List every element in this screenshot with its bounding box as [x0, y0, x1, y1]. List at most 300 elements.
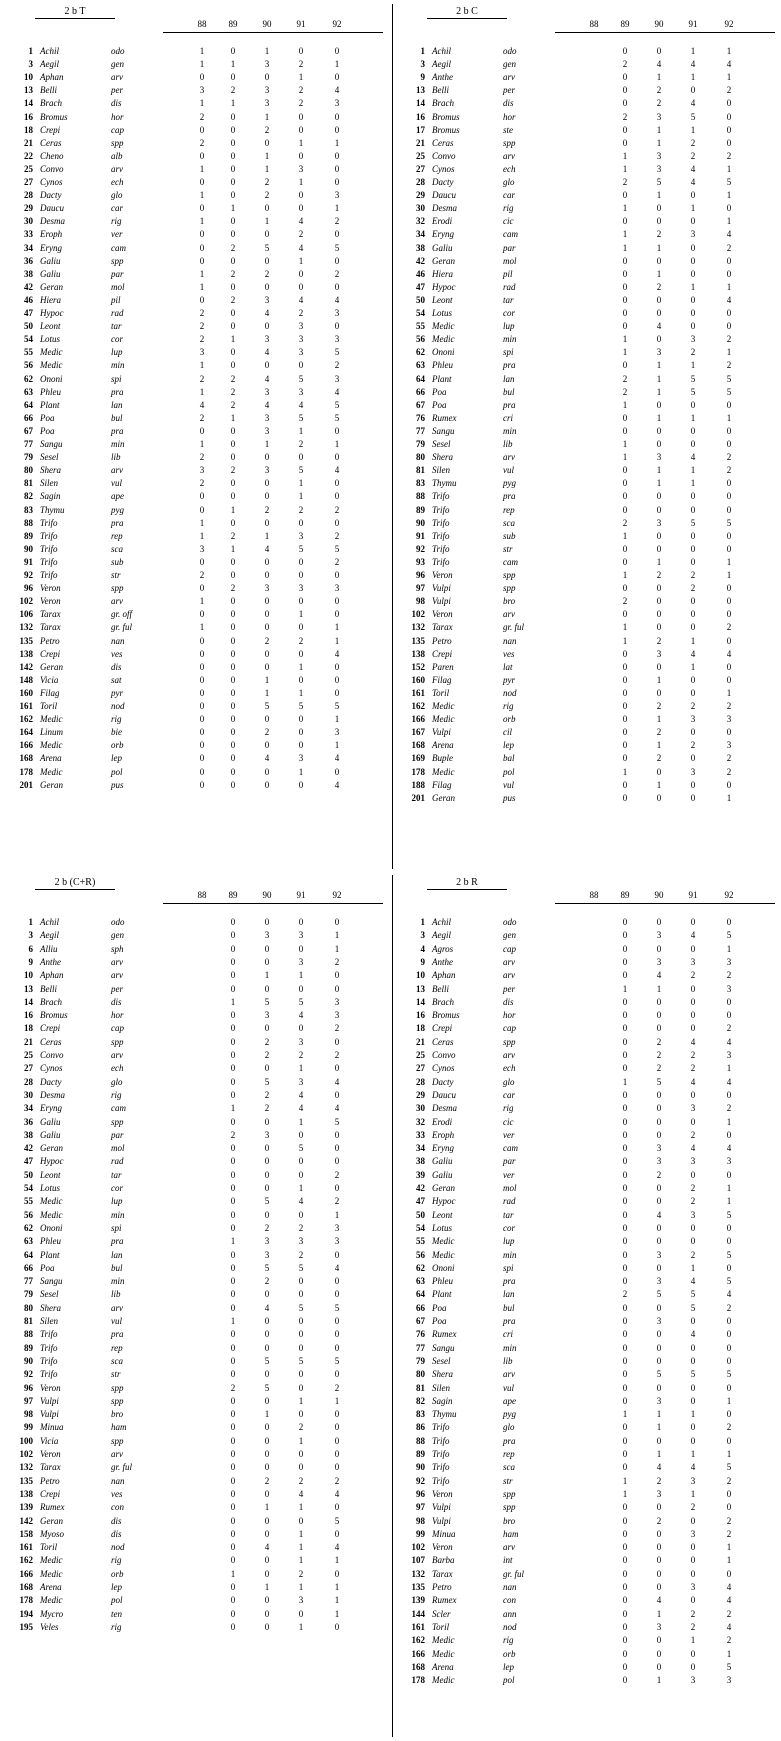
cover-value: 0 [230, 1488, 236, 1499]
genus-abbrev: Sagin [432, 1395, 453, 1406]
cover-value: 5 [264, 996, 270, 1007]
cover-value: 1 [334, 1395, 340, 1406]
species-abbrev: spp [111, 1382, 124, 1393]
cover-value: 0 [622, 1515, 628, 1526]
cover-value: 0 [656, 203, 662, 214]
species-number: 92 [416, 543, 425, 554]
species-number: 66 [24, 412, 33, 423]
cover-value: 3 [656, 347, 662, 358]
species-abbrev: spp [503, 1488, 516, 1499]
cover-value: 0 [726, 1169, 732, 1180]
species-number: 82 [416, 1395, 425, 1406]
genus-abbrev: Brach [40, 996, 62, 1007]
table-row [397, 957, 777, 970]
table-row [397, 596, 777, 609]
cover-value: 3 [656, 1395, 662, 1406]
cover-value: 2 [726, 622, 732, 633]
species-number: 54 [24, 1183, 33, 1193]
cover-value: 1 [230, 1568, 236, 1579]
genus-abbrev: Daucu [432, 190, 456, 201]
cover-value: 0 [334, 1528, 340, 1539]
panel-title: 2 b R [427, 877, 507, 890]
cover-value: 5 [726, 1661, 732, 1672]
species-abbrev: rep [111, 1342, 123, 1353]
year-header [163, 890, 383, 904]
cover-value: 3 [298, 334, 304, 345]
cover-value: 2 [622, 1289, 628, 1300]
genus-abbrev: Petro [40, 635, 60, 646]
cover-value: 0 [656, 596, 662, 607]
cover-value: 4 [726, 1621, 732, 1632]
species-number: 3 [28, 930, 33, 941]
table-row [5, 1289, 385, 1302]
cover-value: 1 [726, 412, 732, 423]
genus-abbrev: Sangu [40, 1276, 63, 1287]
species-abbrev: min [503, 425, 517, 436]
genus-abbrev: Sangu [40, 439, 63, 449]
cover-value: 1 [690, 412, 696, 423]
cover-value: 2 [690, 150, 696, 161]
species-number: 102 [411, 1542, 425, 1553]
genus-abbrev: Silen [40, 478, 58, 489]
cover-value: 1 [726, 792, 732, 803]
cover-value: 0 [334, 661, 340, 672]
species-number: 98 [24, 1409, 33, 1420]
cover-value: 0 [656, 1196, 662, 1207]
panel-title: 2 b C [427, 6, 507, 19]
species-number: 90 [416, 517, 425, 528]
species-number: 67 [416, 1316, 425, 1326]
table-row [5, 1130, 385, 1143]
cover-value: 1 [199, 268, 205, 279]
cover-value: 3 [298, 753, 304, 764]
table-row [397, 491, 777, 504]
species-number: 148 [19, 674, 33, 685]
cover-value: 2 [230, 386, 236, 397]
table-row [5, 930, 385, 943]
cover-value: 0 [690, 1661, 696, 1672]
table-row [5, 1156, 385, 1169]
table-row [397, 1635, 777, 1648]
table-row [5, 426, 385, 439]
cover-value: 0 [656, 491, 662, 502]
cover-value: 0 [726, 1488, 732, 1499]
species-number: 25 [416, 1050, 425, 1060]
genus-abbrev: Minua [432, 1528, 456, 1539]
species-number: 14 [416, 98, 425, 109]
cover-value: 0 [264, 491, 270, 502]
cover-value: 0 [656, 308, 662, 318]
cover-value: 0 [622, 1222, 628, 1233]
cover-value: 5 [726, 1209, 732, 1220]
table-row [397, 1023, 777, 1036]
species-abbrev: gr. ful [111, 1462, 133, 1473]
cover-value: 1 [230, 1316, 236, 1326]
table-row [5, 1103, 385, 1116]
cover-value: 1 [230, 98, 236, 109]
cover-value: 1 [656, 137, 662, 148]
genus-abbrev: Dacty [432, 1076, 454, 1087]
cover-value: 0 [622, 1010, 628, 1021]
cover-value: 1 [656, 190, 662, 201]
cover-value: 0 [622, 465, 628, 476]
table-row [397, 727, 777, 740]
cover-value: 1 [298, 766, 304, 777]
genus-abbrev: Geran [40, 1143, 63, 1154]
species-abbrev: arv [503, 956, 515, 967]
table-row [397, 1582, 777, 1595]
cover-value: 0 [230, 1222, 236, 1233]
cover-value: 1 [726, 943, 732, 954]
cover-value: 2 [334, 1023, 340, 1034]
species-abbrev: glo [503, 1076, 515, 1087]
table-row [397, 609, 777, 622]
table-row [5, 1210, 385, 1223]
cover-value: 1 [656, 1608, 662, 1619]
cover-value: 0 [230, 983, 236, 994]
species-number: 168 [411, 1661, 425, 1672]
table-row [397, 98, 777, 111]
cover-value: 0 [622, 1209, 628, 1220]
species-abbrev: min [503, 1249, 517, 1260]
cover-value: 0 [334, 983, 340, 994]
cover-value: 2 [298, 1475, 304, 1486]
cover-value: 0 [622, 1316, 628, 1326]
species-number: 164 [19, 727, 33, 738]
table-row [5, 767, 385, 780]
genus-abbrev: Medic [432, 701, 455, 711]
cover-value: 1 [622, 635, 628, 646]
genus-abbrev: Belli [40, 85, 57, 96]
table-row [5, 1010, 385, 1023]
species-number: 47 [24, 308, 33, 318]
genus-abbrev: Filag [432, 779, 452, 790]
table-row [397, 256, 777, 269]
species-abbrev: cor [503, 308, 515, 318]
cover-value: 4 [334, 1103, 340, 1114]
cover-value: 1 [690, 124, 696, 135]
table-row [397, 1329, 777, 1342]
cover-value: 0 [199, 294, 205, 305]
genus-abbrev: Hypoc [432, 1196, 456, 1207]
table-row [5, 1170, 385, 1183]
genus-abbrev: Toril [40, 1542, 58, 1553]
cover-value: 5 [334, 701, 340, 711]
species-number: 21 [416, 137, 425, 148]
cover-value: 0 [334, 1369, 340, 1380]
genus-abbrev: Arena [40, 1582, 62, 1592]
genus-abbrev: Veles [40, 1621, 59, 1632]
table-row [397, 970, 777, 983]
species-abbrev: rad [503, 281, 516, 292]
cover-value: 0 [230, 491, 236, 502]
cover-value: 0 [230, 753, 236, 764]
species-abbrev: vul [503, 779, 514, 790]
cover-value: 0 [690, 727, 696, 738]
table-row [5, 1183, 385, 1196]
species-number: 39 [416, 1169, 425, 1180]
cover-value: 0 [656, 1183, 662, 1193]
table-row [5, 531, 385, 544]
cover-value: 0 [726, 504, 732, 515]
cover-value: 5 [298, 465, 304, 476]
cover-value: 1 [726, 1116, 732, 1127]
cover-value: 1 [298, 137, 304, 148]
genus-abbrev: Shera [432, 1369, 453, 1380]
cover-value: 0 [690, 439, 696, 449]
species-number: 56 [416, 334, 425, 345]
genus-abbrev: Vicia [40, 1435, 59, 1446]
genus-abbrev: Crepi [40, 1488, 61, 1499]
table-row [397, 164, 777, 177]
species-number: 79 [416, 439, 425, 449]
table-row [397, 662, 777, 675]
species-abbrev: arv [503, 150, 515, 161]
species-number: 33 [24, 229, 33, 240]
genus-abbrev: Cynos [40, 177, 63, 187]
cover-value: 0 [298, 111, 304, 122]
species-abbrev: dis [503, 98, 514, 109]
species-number: 102 [19, 1449, 33, 1459]
cover-value: 0 [656, 661, 662, 672]
cover-value: 0 [298, 674, 304, 685]
year-label: 92 [332, 19, 342, 29]
table-row [5, 360, 385, 373]
table-row [397, 1436, 777, 1449]
table-row [397, 984, 777, 997]
genus-abbrev: Crepi [40, 124, 61, 135]
species-number: 99 [416, 1528, 425, 1539]
cover-value: 0 [230, 1169, 236, 1180]
cover-value: 1 [298, 255, 304, 266]
cover-value: 0 [230, 596, 236, 607]
species-number: 76 [416, 1329, 425, 1340]
cover-value: 4 [264, 347, 270, 358]
species-abbrev: ech [111, 177, 124, 187]
cover-value: 0 [199, 740, 205, 751]
species-number: 55 [24, 347, 33, 358]
table-row [397, 1609, 777, 1622]
table-panel [397, 877, 777, 1737]
species-number: 42 [416, 255, 425, 266]
cover-value: 1 [334, 943, 340, 954]
species-number: 139 [19, 1502, 33, 1513]
cover-value: 1 [726, 570, 732, 580]
cover-value: 3 [690, 956, 696, 967]
cover-value: 3 [264, 1129, 270, 1140]
genus-abbrev: Eroph [432, 1129, 455, 1140]
table-row [397, 216, 777, 229]
cover-value: 3 [656, 1143, 662, 1154]
cover-value: 1 [690, 1449, 696, 1459]
cover-value: 0 [622, 1129, 628, 1140]
genus-abbrev: Thymu [40, 504, 65, 515]
genus-abbrev: Medic [40, 360, 63, 371]
cover-value: 0 [298, 1276, 304, 1287]
cover-value: 0 [726, 674, 732, 685]
species-number: 10 [24, 970, 33, 981]
cover-value: 4 [334, 1542, 340, 1553]
genus-abbrev: Silen [432, 1382, 450, 1393]
table-row [5, 780, 385, 793]
cover-value: 1 [199, 517, 205, 528]
genus-abbrev: Ononi [432, 1262, 455, 1273]
cover-value: 0 [334, 321, 340, 332]
genus-abbrev: Barba [432, 1555, 455, 1566]
cover-value: 5 [726, 930, 732, 941]
species-number: 9 [420, 72, 425, 83]
species-abbrev: cic [503, 216, 514, 227]
table-row [5, 1143, 385, 1156]
cover-value: 0 [726, 1382, 732, 1393]
cover-value: 0 [230, 609, 236, 620]
cover-value: 1 [726, 1183, 732, 1193]
species-abbrev: par [111, 1129, 124, 1140]
cover-value: 5 [334, 1355, 340, 1366]
cover-value: 5 [690, 373, 696, 384]
cover-value: 4 [726, 1143, 732, 1154]
genus-abbrev: Galiu [40, 255, 61, 266]
cover-value: 0 [334, 1036, 340, 1047]
cover-value: 0 [656, 1382, 662, 1393]
cover-value: 0 [334, 1329, 340, 1340]
table-row [397, 72, 777, 85]
cover-value: 0 [298, 917, 304, 927]
cover-value: 0 [690, 674, 696, 685]
cover-value: 0 [298, 779, 304, 790]
cover-value: 2 [334, 1382, 340, 1393]
species-abbrev: arv [503, 452, 515, 463]
cover-value: 1 [656, 465, 662, 476]
cover-value: 0 [334, 1289, 340, 1300]
cover-value: 0 [726, 137, 732, 148]
cover-value: 0 [622, 714, 628, 725]
cover-value: 4 [298, 1010, 304, 1021]
genus-abbrev: Toril [432, 687, 450, 698]
cover-value: 0 [622, 727, 628, 738]
genus-abbrev: Vicia [40, 674, 59, 685]
cover-value: 5 [264, 1262, 270, 1273]
species-number: 66 [416, 386, 425, 397]
table-row [5, 1090, 385, 1103]
table-row [397, 997, 777, 1010]
cover-value: 2 [726, 242, 732, 253]
cover-value: 0 [726, 530, 732, 541]
species-number: 62 [24, 373, 33, 384]
table-row [397, 649, 777, 662]
cover-value: 0 [199, 229, 205, 240]
species-number: 63 [24, 386, 33, 397]
cover-value: 0 [230, 766, 236, 777]
table-row [5, 282, 385, 295]
cover-value: 2 [726, 766, 732, 777]
species-abbrev: cam [503, 556, 518, 567]
species-abbrev: pra [503, 399, 516, 410]
cover-value: 0 [622, 308, 628, 318]
species-abbrev: sca [111, 1355, 123, 1366]
cover-value: 0 [334, 163, 340, 174]
table-row [397, 675, 777, 688]
species-abbrev: nod [503, 687, 517, 698]
cover-value: 1 [298, 478, 304, 489]
cover-value: 0 [334, 478, 340, 489]
cover-value: 2 [690, 701, 696, 711]
cover-value: 2 [690, 740, 696, 751]
cover-value: 0 [726, 478, 732, 489]
species-abbrev: min [111, 1276, 125, 1287]
cover-value: 2 [298, 1249, 304, 1260]
cover-value: 4 [298, 1488, 304, 1499]
genus-abbrev: Aphan [432, 970, 456, 981]
year-label: 91 [296, 890, 306, 900]
cover-value: 1 [298, 609, 304, 620]
cover-value: 0 [199, 635, 205, 646]
cover-value: 2 [199, 321, 205, 332]
species-number: 96 [416, 1488, 425, 1499]
cover-value: 3 [726, 714, 732, 725]
cover-value: 5 [656, 1369, 662, 1380]
species-abbrev: nod [111, 701, 125, 711]
cover-value: 0 [622, 98, 628, 109]
cover-value: 0 [298, 1023, 304, 1034]
table-row [397, 177, 777, 190]
table-row [397, 138, 777, 151]
genus-abbrev: Aphan [40, 72, 64, 83]
species-abbrev: nan [111, 1475, 125, 1486]
table-row [397, 1170, 777, 1183]
genus-abbrev: Leont [40, 1169, 61, 1180]
genus-abbrev: Leont [432, 1209, 453, 1220]
cover-value: 0 [334, 1316, 340, 1326]
genus-abbrev: Desma [40, 1089, 65, 1100]
cover-value: 3 [334, 996, 340, 1007]
table-row [5, 1276, 385, 1289]
cover-value: 0 [298, 596, 304, 607]
cover-value: 5 [726, 386, 732, 397]
genus-abbrev: Lotus [40, 1183, 61, 1193]
species-number: 77 [416, 425, 425, 436]
species-abbrev: rad [111, 1156, 124, 1167]
genus-abbrev: Medic [40, 1555, 63, 1566]
species-number: 47 [416, 281, 425, 292]
genus-abbrev: Trifo [40, 530, 58, 541]
cover-value: 1 [726, 1063, 732, 1074]
species-number: 63 [416, 360, 425, 371]
cover-value: 0 [622, 1608, 628, 1619]
cover-value: 0 [656, 543, 662, 554]
species-number: 30 [24, 1089, 33, 1100]
species-number: 36 [24, 1116, 33, 1127]
cover-value: 0 [298, 190, 304, 201]
cover-value: 2 [726, 452, 732, 463]
species-abbrev: gen [111, 930, 124, 941]
cover-value: 0 [334, 452, 340, 463]
cover-value: 0 [230, 1023, 236, 1034]
cover-value: 4 [298, 1196, 304, 1207]
table-row [397, 1529, 777, 1542]
species-abbrev: ten [111, 1608, 122, 1619]
cover-value: 0 [690, 1435, 696, 1446]
cover-value: 5 [690, 1302, 696, 1313]
cover-value: 1 [334, 1582, 340, 1592]
genus-abbrev: Daucu [40, 203, 64, 214]
cover-value: 0 [334, 1183, 340, 1193]
species-number: 132 [19, 1462, 33, 1473]
cover-value: 1 [726, 216, 732, 227]
cover-value: 0 [622, 321, 628, 332]
species-abbrev: rep [503, 504, 515, 515]
species-number: 89 [416, 1449, 425, 1459]
